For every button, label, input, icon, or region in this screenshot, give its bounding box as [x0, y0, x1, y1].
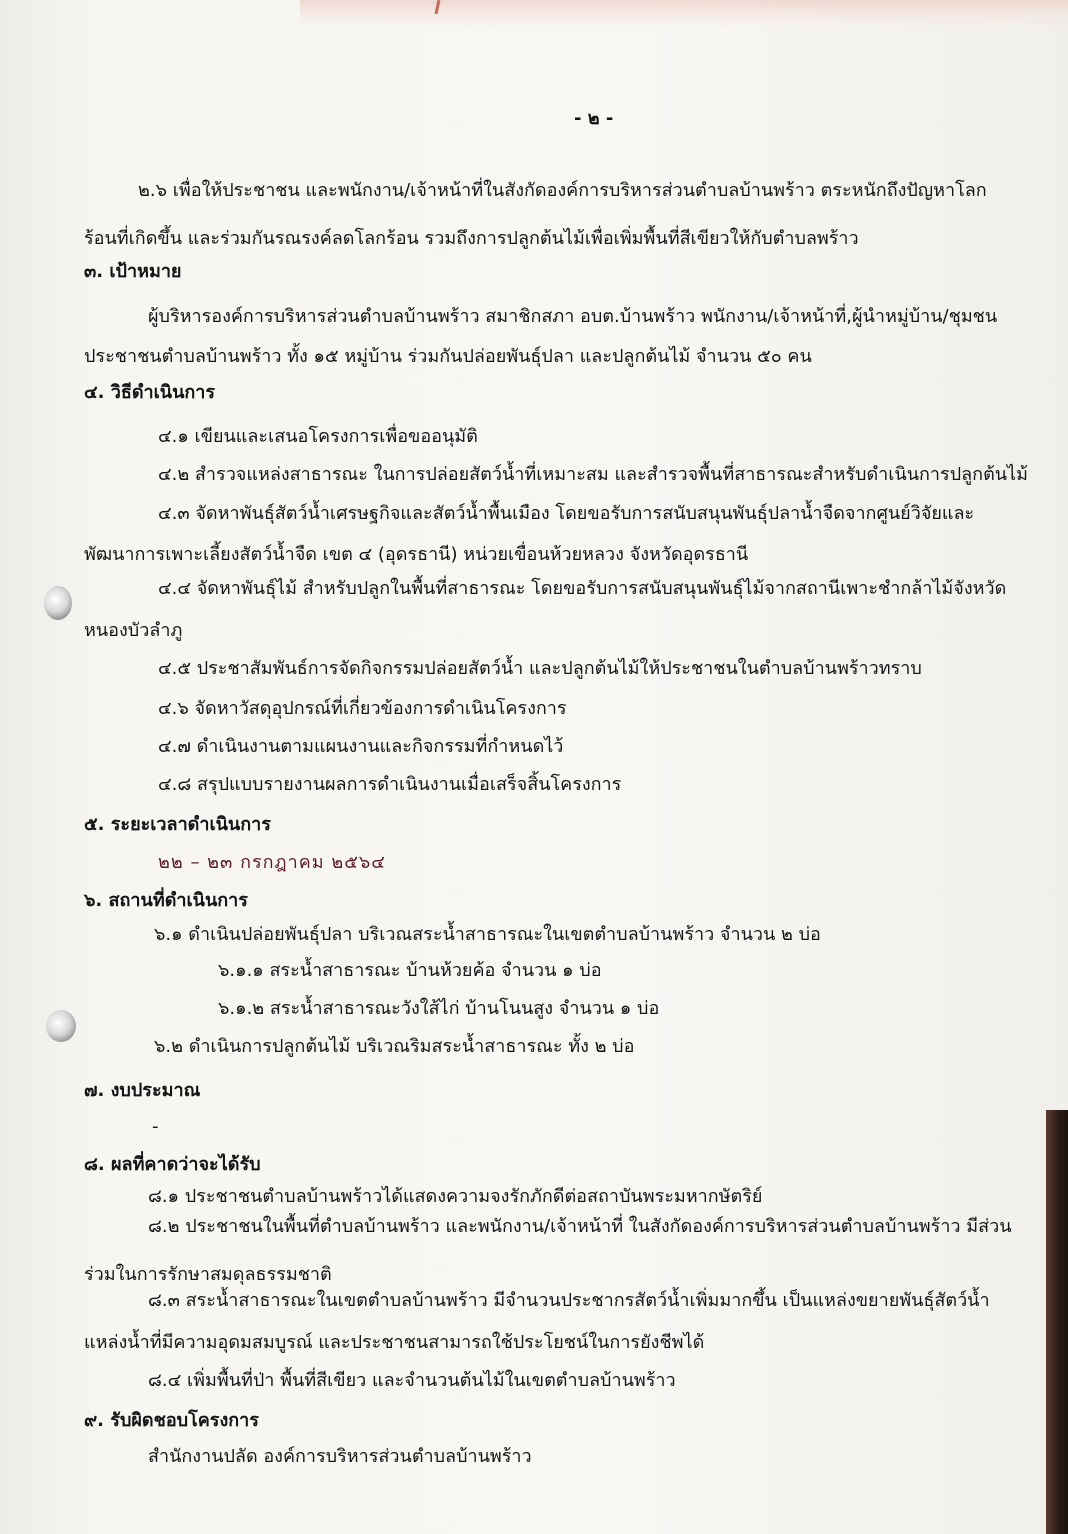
top-paper-tint [300, 0, 1068, 28]
paragraph-2-6-line-2: ร้อนที่เกิดขึ้น และร่วมกันรณรงค์ลดโลกร้อน รวมถึงการปลูกต้นไม้เพื่อเพิ่มพื้นที่สีเขียวให้กับตำบลพร้าว [84, 228, 859, 249]
item-8-2-line-2: ร่วมในการรักษาสมดุลธรรมชาติ [84, 1264, 332, 1285]
item-4-5: ๔.๕ ประชาสัมพันธ์การจัดกิจกรรมปล่อยสัตว์น้ำ และปลูกต้นไม้ให้ประชาชนในตำบลบ้านพร้าวทราบ [158, 658, 922, 679]
item-4-1: ๔.๑ เขียนและเสนอโครงการเพื่อขออนุมัติ [158, 426, 478, 447]
heading-9-responsible: ๙. รับผิดชอบโครงการ [84, 1410, 259, 1431]
heading-5-duration: ๕. ระยะเวลาดำเนินการ [84, 814, 271, 835]
heading-6-location: ๖. สถานที่ดำเนินการ [84, 890, 248, 911]
item-4-4-line-2: หนองบัวลำภู [84, 620, 183, 641]
paragraph-2-6-line-1: ๒.๖ เพื่อให้ประชาชน และพนักงาน/เจ้าหน้าที่ในสังกัดองค์การบริหารส่วนตำบลบ้านพร้าว ตระหนักถึงปัญหาโลก [138, 180, 987, 201]
heading-3-goal: ๓. เป้าหมาย [84, 261, 182, 282]
punch-hole [44, 586, 72, 620]
page-edge-shadow [1046, 1110, 1068, 1534]
item-6-1: ๖.๑ ดำเนินปล่อยพันธุ์ปลา บริเวณสระน้ำสาธารณะในเขตตำบลบ้านพร้าว จำนวน ๒ บ่อ [154, 924, 821, 945]
item-6-2: ๖.๒ ดำเนินการปลูกต้นไม้ บริเวณริมสระน้ำสาธารณะ ทั้ง ๒ บ่อ [154, 1036, 635, 1057]
heading-4-method: ๔. วิธีดำเนินการ [84, 382, 216, 403]
budget-value: - [152, 1116, 159, 1137]
item-8-2-line-1: ๘.๒ ประชาชนในพื้นที่ตำบลบ้านพร้าว และพนักงาน/เจ้าหน้าที่ ในสังกัดองค์การบริหารส่วนตำบลบ้านพร้าว มีส่วน [148, 1216, 1012, 1237]
duration-dates: ๒๒ – ๒๓ กรกฎาคม ๒๕๖๔ [158, 852, 386, 873]
item-4-3-line-1: ๔.๓ จัดหาพันธุ์สัตว์น้ำเศรษฐกิจและสัตว์น้ำพื้นเมือง โดยขอรับการสนับสนุนพันธุ์ปลาน้ำจืดจากศูนย์วิจัยและ [158, 503, 975, 524]
responsible-office: สำนักงานปลัด องค์การบริหารส่วนตำบลบ้านพร้าว [148, 1446, 532, 1467]
item-4-6: ๔.๖ จัดหาวัสดุอุปกรณ์ที่เกี่ยวข้องการดำเนินโครงการ [158, 698, 567, 719]
item-6-1-1: ๖.๑.๑ สระน้ำสาธารณะ บ้านห้วยค้อ จำนวน ๑ บ่อ [218, 960, 602, 981]
item-8-4: ๘.๔ เพิ่มพื้นที่ป่า พื้นที่สีเขียว และจำนวนต้นไม้ในเขตตำบลบ้านพร้าว [148, 1370, 676, 1391]
paragraph-3-line-1: ผู้บริหารองค์การบริหารส่วนตำบลบ้านพร้าว สมาชิกสภา อบต.บ้านพร้าว พนักงาน/เจ้าหน้าที่,ผู้นำหมู่บ้าน/ชุมชน [148, 306, 998, 327]
item-4-4-line-1: ๔.๔ จัดหาพันธุ์ไม้ สำหรับปลูกในพื้นที่สาธารณะ โดยขอรับการสนับสนุนพันธุ์ไม้จากสถานีเพาะชำกล้าไม้จังหวัด [158, 578, 1007, 599]
item-8-3-line-1: ๘.๓ สระน้ำสาธารณะในเขตตำบลบ้านพร้าว มีจำนวนประชากรสัตว์น้ำเพิ่มมากขึ้น เป็นแหล่งขยายพันธุ์สัตว์น้ำ [148, 1290, 990, 1311]
heading-7-budget: ๗. งบประมาณ [84, 1080, 201, 1101]
page-number: - ๒ - [574, 108, 614, 129]
item-8-3-line-2: แหล่งน้ำที่มีความอุดมสมบูรณ์ และประชาชนสามารถใช้ประโยชน์ในการยังชีพได้ [84, 1332, 705, 1353]
punch-hole [46, 1010, 76, 1042]
item-6-1-2: ๖.๑.๒ สระน้ำสาธารณะวังใส้ไก่ บ้านโนนสูง จำนวน ๑ บ่อ [218, 998, 660, 1019]
item-4-8: ๔.๘ สรุปแบบรายงานผลการดำเนินงานเมื่อเสร็จสิ้นโครงการ [158, 774, 622, 795]
item-4-2: ๔.๒ สำรวจแหล่งสาธารณะ ในการปล่อยสัตว์น้ำที่เหมาะสม และสำรวจพื้นที่สาธารณะสำหรับดำเนินการปลูกต้นไม้ [158, 464, 1028, 485]
item-4-3-line-2: พัฒนาการเพาะเลี้ยงสัตว์น้ำจืด เขต ๔ (อุดรธานี) หน่วยเขื่อนห้วยหลวง จังหวัดอุดรธานี [84, 544, 749, 565]
paragraph-3-line-2: ประชาชนตำบลบ้านพร้าว ทั้ง ๑๕ หมู่บ้าน ร่วมกันปล่อยพันธุ์ปลา และปลูกต้นไม้ จำนวน ๕๐ คน [84, 346, 812, 367]
item-8-1: ๘.๑ ประชาชนตำบลบ้านพร้าวได้แสดงความจงรักภักดีต่อสถาบันพระมหากษัตริย์ [148, 1186, 763, 1207]
heading-8-expected-results: ๘. ผลที่คาดว่าจะได้รับ [84, 1154, 261, 1175]
item-4-7: ๔.๗ ดำเนินงานตามแผนงานและกิจกรรมที่กำหนดไว้ [158, 736, 564, 757]
